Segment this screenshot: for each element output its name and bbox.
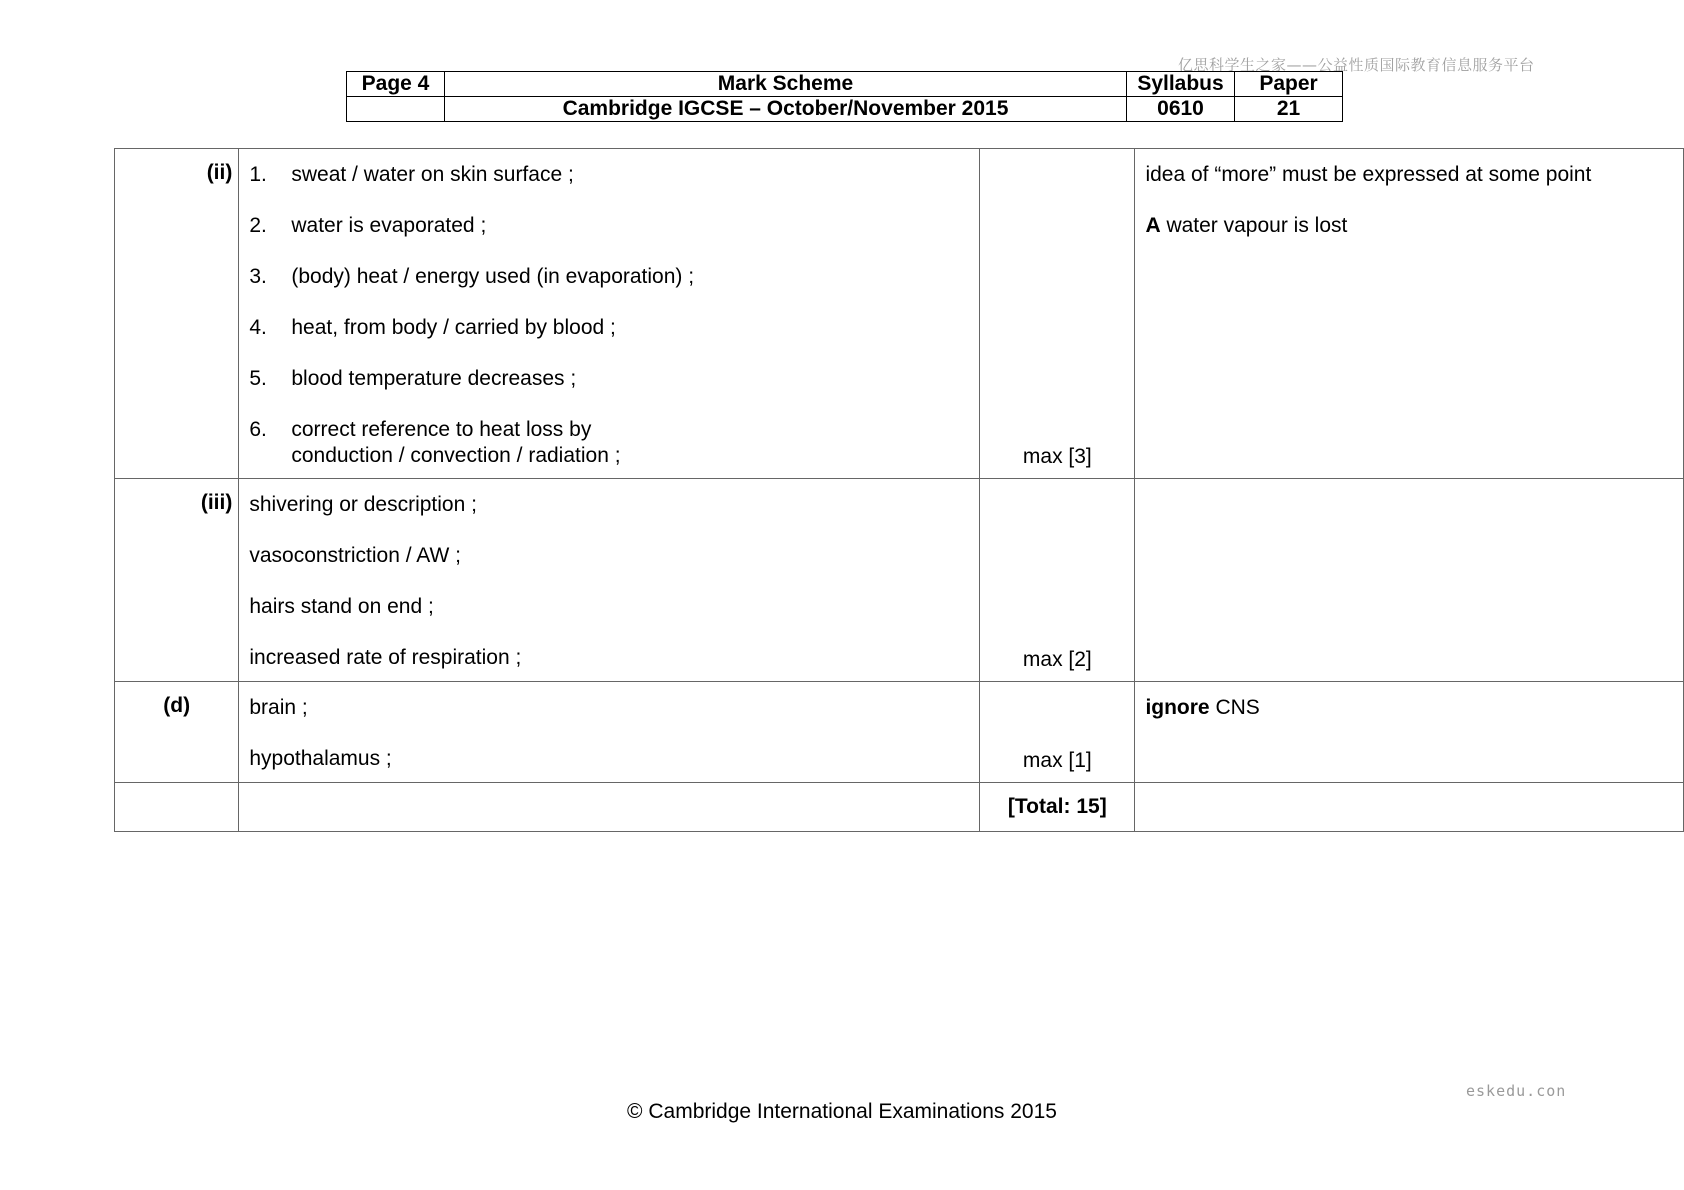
empty-cell xyxy=(115,783,239,832)
list-item: increased rate of respiration ; xyxy=(249,646,522,669)
page-number: Page 4 xyxy=(347,72,445,97)
document-title: Mark Scheme xyxy=(445,72,1127,97)
total-marks: [Total: 15] xyxy=(980,783,1135,832)
list-item: 6. correct reference to heat loss by xyxy=(249,418,592,441)
question-label: (d) xyxy=(115,682,239,783)
list-item: vasoconstriction / AW ; xyxy=(249,544,461,567)
answer-cell xyxy=(239,149,980,479)
question-label: (iii) xyxy=(115,479,239,682)
empty-cell xyxy=(1135,783,1684,832)
guidance-note: A water vapour is lost xyxy=(1145,214,1348,237)
answer-cell xyxy=(239,479,980,682)
syllabus-label: Syllabus xyxy=(1127,72,1235,97)
list-item: 5. blood temperature decreases ; xyxy=(249,367,577,390)
header-table xyxy=(346,71,1343,122)
guidance-note: ignore CNS xyxy=(1145,696,1260,719)
table-row xyxy=(115,682,1684,783)
guidance-cell xyxy=(1135,149,1684,479)
list-item: hairs stand on end ; xyxy=(249,595,434,618)
marks-cell: max [3] xyxy=(980,149,1135,479)
list-item: brain ; xyxy=(249,696,308,719)
list-item: shivering or description ; xyxy=(249,493,477,516)
table-row xyxy=(115,479,1684,682)
mark-scheme-table xyxy=(114,148,1684,832)
paper-label: Paper xyxy=(1235,72,1343,97)
guidance-note: idea of “more” must be expressed at some point xyxy=(1145,163,1592,186)
list-item: 4. heat, from body / carried by blood ; xyxy=(249,316,616,339)
question-label: (ii) xyxy=(115,149,239,479)
list-item-continuation: conduction / convection / radiation ; xyxy=(291,444,621,467)
marks-cell: max [2] xyxy=(980,479,1135,682)
guidance-cell xyxy=(1135,682,1684,783)
answer-cell xyxy=(239,682,980,783)
table-row xyxy=(115,149,1684,479)
list-item: 1. sweat / water on skin surface ; xyxy=(249,163,574,186)
paper-value: 21 xyxy=(1235,97,1343,122)
header-empty-cell xyxy=(347,97,445,122)
document-subtitle: Cambridge IGCSE – October/November 2015 xyxy=(445,97,1127,122)
guidance-cell xyxy=(1135,479,1684,682)
syllabus-value: 0610 xyxy=(1127,97,1235,122)
list-item: 3. (body) heat / energy used (in evaporation) ; xyxy=(249,265,695,288)
table-row xyxy=(115,783,1684,832)
watermark-bottom: eskedu.con xyxy=(1466,1082,1567,1100)
list-item: hypothalamus ; xyxy=(249,747,392,770)
watermark-top: 亿思科学生之家——公益性质国际教育信息服务平台 xyxy=(1178,56,1535,74)
list-item: 2. water is evaporated ; xyxy=(249,214,487,237)
marks-cell: max [1] xyxy=(980,682,1135,783)
copyright-footer: © Cambridge International Examinations 2015 xyxy=(627,1100,1057,1123)
empty-cell xyxy=(239,783,980,832)
